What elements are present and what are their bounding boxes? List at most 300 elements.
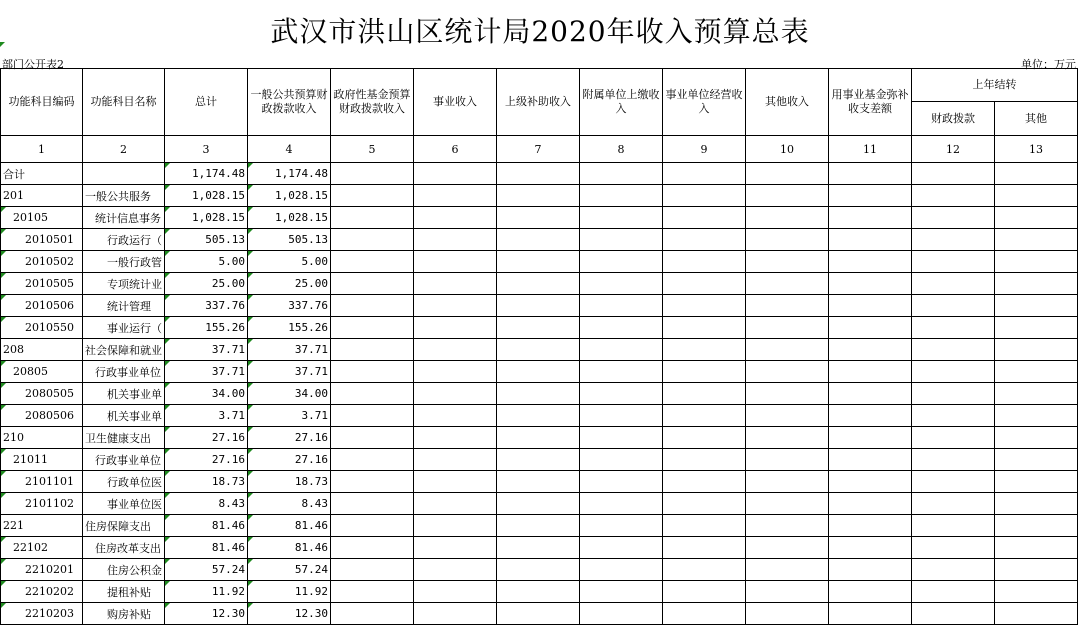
empty-cell (331, 559, 414, 581)
empty-cell (497, 471, 580, 493)
header-operating: 事业单位经营收入 (663, 69, 746, 136)
header-affiliated: 附属单位上缴收入 (580, 69, 663, 136)
row-name: 一般公共服务 (83, 185, 165, 207)
empty-cell (746, 493, 829, 515)
row-general-budget: 1,028.15 (248, 207, 331, 229)
empty-cell (829, 383, 912, 405)
empty-cell (829, 295, 912, 317)
empty-cell (912, 163, 995, 185)
row-general-budget: 37.71 (248, 339, 331, 361)
table-row (1, 361, 1078, 383)
row-code: 2010505 (1, 273, 83, 295)
empty-cell (331, 449, 414, 471)
empty-cell (414, 449, 497, 471)
row-total: 1,028.15 (165, 185, 248, 207)
empty-cell (912, 581, 995, 603)
row-total: 12.30 (165, 603, 248, 625)
empty-cell (663, 493, 746, 515)
empty-cell (995, 581, 1078, 603)
empty-cell (912, 295, 995, 317)
empty-cell (663, 449, 746, 471)
empty-cell (580, 295, 663, 317)
row-code: 2101102 (1, 493, 83, 515)
row-code: 210 (1, 427, 83, 449)
row-general-budget: 8.43 (248, 493, 331, 515)
row-code: 208 (1, 339, 83, 361)
empty-cell (414, 339, 497, 361)
empty-cell (580, 229, 663, 251)
empty-cell (912, 273, 995, 295)
empty-cell (995, 185, 1078, 207)
header-code: 功能科目编码 (1, 69, 83, 136)
empty-cell (746, 273, 829, 295)
empty-cell (995, 207, 1078, 229)
row-general-budget: 27.16 (248, 427, 331, 449)
row-total: 3.71 (165, 405, 248, 427)
empty-cell (497, 185, 580, 207)
empty-cell (995, 251, 1078, 273)
empty-cell (995, 339, 1078, 361)
table-row (1, 603, 1078, 625)
empty-cell (995, 471, 1078, 493)
empty-cell (829, 251, 912, 273)
empty-cell (497, 537, 580, 559)
empty-cell (580, 471, 663, 493)
row-code: 2210201 (1, 559, 83, 581)
table-row (1, 339, 1078, 361)
empty-cell (580, 185, 663, 207)
row-name: 一般行政管 (83, 251, 165, 273)
empty-cell (995, 229, 1078, 251)
empty-cell (829, 471, 912, 493)
empty-cell (746, 559, 829, 581)
header-other: 其他 (995, 102, 1078, 136)
empty-cell (663, 163, 746, 185)
empty-cell (580, 383, 663, 405)
empty-cell (414, 559, 497, 581)
page-title: 武汉市洪山区统计局2020年收入预算总表 (270, 15, 810, 48)
row-total: 37.71 (165, 339, 248, 361)
row-general-budget: 3.71 (248, 405, 331, 427)
row-code: 201 (1, 185, 83, 207)
table-row (1, 449, 1078, 471)
row-code: 20805 (1, 361, 83, 383)
empty-cell (663, 471, 746, 493)
row-name: 住房保障支出 (83, 515, 165, 537)
row-total: 81.46 (165, 537, 248, 559)
empty-cell (746, 581, 829, 603)
empty-cell (414, 207, 497, 229)
row-name: 行政单位医 (83, 471, 165, 493)
empty-cell (414, 185, 497, 207)
empty-cell (497, 229, 580, 251)
empty-cell (829, 449, 912, 471)
table-row (1, 493, 1078, 515)
empty-cell (331, 339, 414, 361)
row-name: 事业运行（ (83, 317, 165, 339)
row-total: 18.73 (165, 471, 248, 493)
table-row (1, 383, 1078, 405)
empty-cell (414, 295, 497, 317)
empty-cell (663, 603, 746, 625)
row-code: 2210202 (1, 581, 83, 603)
row-code: 2210203 (1, 603, 83, 625)
empty-cell (912, 515, 995, 537)
empty-cell (331, 317, 414, 339)
empty-cell (580, 449, 663, 471)
empty-cell (497, 493, 580, 515)
empty-cell (912, 251, 995, 273)
empty-cell (663, 207, 746, 229)
column-index-cell: 9 (663, 136, 746, 163)
empty-cell (414, 317, 497, 339)
row-total: 81.46 (165, 515, 248, 537)
row-total: 8.43 (165, 493, 248, 515)
row-name: 提租补贴 (83, 581, 165, 603)
column-index-cell: 3 (165, 136, 248, 163)
column-index-cell: 11 (829, 136, 912, 163)
empty-cell (414, 603, 497, 625)
empty-cell (829, 537, 912, 559)
table-row (1, 163, 1078, 185)
column-index-cell: 7 (497, 136, 580, 163)
empty-cell (497, 383, 580, 405)
empty-cell (912, 185, 995, 207)
column-index-cell: 12 (912, 136, 995, 163)
empty-cell (414, 581, 497, 603)
row-total: 34.00 (165, 383, 248, 405)
empty-cell (912, 361, 995, 383)
empty-cell (663, 361, 746, 383)
row-name: 行政事业单位 (83, 361, 165, 383)
table-row (1, 295, 1078, 317)
empty-cell (580, 207, 663, 229)
empty-cell (746, 295, 829, 317)
header-fiscal: 财政拨款 (912, 102, 995, 136)
header-superior-subsidy: 上级补助收入 (497, 69, 580, 136)
empty-cell (995, 603, 1078, 625)
empty-cell (414, 383, 497, 405)
column-index-cell: 10 (746, 136, 829, 163)
row-total: 11.92 (165, 581, 248, 603)
row-general-budget: 57.24 (248, 559, 331, 581)
empty-cell (746, 449, 829, 471)
row-general-budget: 337.76 (248, 295, 331, 317)
empty-cell (829, 581, 912, 603)
empty-cell (580, 515, 663, 537)
row-code: 2101101 (1, 471, 83, 493)
empty-cell (414, 537, 497, 559)
empty-cell (331, 383, 414, 405)
empty-cell (331, 405, 414, 427)
empty-cell (497, 251, 580, 273)
header-business: 事业收入 (414, 69, 497, 136)
empty-cell (331, 603, 414, 625)
row-code: 221 (1, 515, 83, 537)
empty-cell (746, 163, 829, 185)
header-gov-fund: 政府性基金预算财政拨款收入 (331, 69, 414, 136)
empty-cell (331, 163, 414, 185)
row-total: 155.26 (165, 317, 248, 339)
empty-cell (663, 581, 746, 603)
empty-cell (912, 471, 995, 493)
empty-cell (912, 229, 995, 251)
empty-cell (829, 339, 912, 361)
empty-cell (829, 229, 912, 251)
empty-cell (746, 207, 829, 229)
empty-cell (829, 515, 912, 537)
empty-cell (746, 185, 829, 207)
empty-cell (497, 163, 580, 185)
empty-cell (746, 405, 829, 427)
empty-cell (497, 559, 580, 581)
empty-cell (663, 559, 746, 581)
empty-cell (331, 295, 414, 317)
column-index-cell: 1 (1, 136, 83, 163)
empty-cell (995, 515, 1078, 537)
header-fund-cover: 用事业基金弥补收支差额 (829, 69, 912, 136)
empty-cell (995, 537, 1078, 559)
column-index-cell: 5 (331, 136, 414, 163)
row-name: 统计管理 (83, 295, 165, 317)
empty-cell (331, 471, 414, 493)
empty-cell (663, 339, 746, 361)
table-row (1, 251, 1078, 273)
empty-cell (497, 603, 580, 625)
row-name: 统计信息事务 (83, 207, 165, 229)
row-code: 2080505 (1, 383, 83, 405)
empty-cell (995, 295, 1078, 317)
empty-cell (580, 427, 663, 449)
column-index-cell: 4 (248, 136, 331, 163)
empty-cell (580, 361, 663, 383)
empty-cell (331, 427, 414, 449)
empty-cell (414, 471, 497, 493)
header-name: 功能科目名称 (83, 69, 165, 136)
header-general-budget: 一般公共预算财政拨款收入 (248, 69, 331, 136)
empty-cell (497, 449, 580, 471)
empty-cell (331, 229, 414, 251)
row-general-budget: 25.00 (248, 273, 331, 295)
empty-cell (995, 405, 1078, 427)
empty-cell (829, 163, 912, 185)
table-row (1, 581, 1078, 603)
empty-cell (414, 493, 497, 515)
row-general-budget: 34.00 (248, 383, 331, 405)
row-total: 57.24 (165, 559, 248, 581)
empty-cell (829, 493, 912, 515)
row-name: 机关事业单 (83, 383, 165, 405)
empty-cell (995, 273, 1078, 295)
table-body (1, 163, 1078, 625)
empty-cell (829, 559, 912, 581)
empty-cell (331, 207, 414, 229)
empty-cell (912, 427, 995, 449)
empty-cell (912, 405, 995, 427)
empty-cell (497, 361, 580, 383)
table-row (1, 515, 1078, 537)
empty-cell (414, 361, 497, 383)
empty-cell (663, 185, 746, 207)
empty-cell (331, 581, 414, 603)
empty-cell (746, 361, 829, 383)
empty-cell (995, 361, 1078, 383)
empty-cell (497, 339, 580, 361)
empty-cell (746, 339, 829, 361)
row-name: 行政运行（ (83, 229, 165, 251)
empty-cell (331, 185, 414, 207)
empty-cell (414, 229, 497, 251)
empty-cell (580, 537, 663, 559)
row-code: 20105 (1, 207, 83, 229)
empty-cell (331, 273, 414, 295)
empty-cell (912, 317, 995, 339)
empty-cell (497, 273, 580, 295)
row-code: 2010550 (1, 317, 83, 339)
empty-cell (663, 405, 746, 427)
row-general-budget: 155.26 (248, 317, 331, 339)
empty-cell (580, 339, 663, 361)
empty-cell (746, 317, 829, 339)
empty-cell (497, 207, 580, 229)
empty-cell (829, 207, 912, 229)
empty-cell (497, 581, 580, 603)
empty-cell (580, 317, 663, 339)
empty-cell (746, 603, 829, 625)
table-row (1, 185, 1078, 207)
column-index-row (1, 136, 1078, 163)
empty-cell (497, 317, 580, 339)
row-name: 事业单位医 (83, 493, 165, 515)
row-general-budget: 11.92 (248, 581, 331, 603)
row-total: 37.71 (165, 361, 248, 383)
empty-cell (663, 383, 746, 405)
empty-cell (746, 537, 829, 559)
cell-marker-icon (0, 42, 5, 47)
empty-cell (580, 251, 663, 273)
empty-cell (912, 339, 995, 361)
table-row (1, 537, 1078, 559)
empty-cell (331, 493, 414, 515)
empty-cell (912, 383, 995, 405)
table-row (1, 273, 1078, 295)
column-index-cell: 13 (995, 136, 1078, 163)
empty-cell (912, 537, 995, 559)
empty-cell (580, 493, 663, 515)
row-general-budget: 81.46 (248, 537, 331, 559)
table-number: 部门公开表2 (2, 58, 64, 71)
row-code: 2080506 (1, 405, 83, 427)
row-name: 行政事业单位 (83, 449, 165, 471)
budget-table (0, 68, 1078, 625)
table-row (1, 559, 1078, 581)
row-name: 机关事业单 (83, 405, 165, 427)
row-general-budget: 5.00 (248, 251, 331, 273)
table-row (1, 405, 1078, 427)
row-code: 2010501 (1, 229, 83, 251)
row-total: 25.00 (165, 273, 248, 295)
row-general-budget: 37.71 (248, 361, 331, 383)
header-other-income: 其他收入 (746, 69, 829, 136)
empty-cell (497, 427, 580, 449)
empty-cell (912, 603, 995, 625)
empty-cell (995, 163, 1078, 185)
row-general-budget: 1,028.15 (248, 185, 331, 207)
empty-cell (414, 273, 497, 295)
empty-cell (414, 427, 497, 449)
row-code: 2010506 (1, 295, 83, 317)
row-name (83, 163, 165, 185)
empty-cell (331, 515, 414, 537)
empty-cell (663, 273, 746, 295)
empty-cell (995, 383, 1078, 405)
row-name: 专项统计业 (83, 273, 165, 295)
empty-cell (912, 559, 995, 581)
header-carryover: 上年结转 (912, 69, 1078, 102)
row-name: 购房补贴 (83, 603, 165, 625)
table-row (1, 471, 1078, 493)
row-code: 2010502 (1, 251, 83, 273)
row-total: 5.00 (165, 251, 248, 273)
empty-cell (746, 251, 829, 273)
row-general-budget: 505.13 (248, 229, 331, 251)
row-code: 合计 (1, 163, 83, 185)
empty-cell (497, 295, 580, 317)
row-general-budget: 81.46 (248, 515, 331, 537)
empty-cell (829, 603, 912, 625)
empty-cell (995, 427, 1078, 449)
table-row (1, 207, 1078, 229)
row-name: 住房改革支出 (83, 537, 165, 559)
empty-cell (746, 471, 829, 493)
column-index-cell: 6 (414, 136, 497, 163)
row-total: 505.13 (165, 229, 248, 251)
empty-cell (331, 537, 414, 559)
empty-cell (663, 427, 746, 449)
empty-cell (663, 295, 746, 317)
empty-cell (829, 427, 912, 449)
empty-cell (746, 229, 829, 251)
row-general-budget: 27.16 (248, 449, 331, 471)
row-total: 27.16 (165, 449, 248, 471)
row-general-budget: 18.73 (248, 471, 331, 493)
empty-cell (995, 449, 1078, 471)
empty-cell (995, 493, 1078, 515)
empty-cell (829, 273, 912, 295)
row-name: 卫生健康支出 (83, 427, 165, 449)
empty-cell (331, 251, 414, 273)
empty-cell (912, 449, 995, 471)
empty-cell (746, 427, 829, 449)
empty-cell (663, 229, 746, 251)
empty-cell (829, 185, 912, 207)
empty-cell (414, 515, 497, 537)
empty-cell (580, 581, 663, 603)
empty-cell (829, 361, 912, 383)
column-index-cell: 2 (83, 136, 165, 163)
empty-cell (414, 251, 497, 273)
empty-cell (995, 559, 1078, 581)
empty-cell (497, 515, 580, 537)
empty-cell (580, 163, 663, 185)
table-row (1, 427, 1078, 449)
empty-cell (580, 603, 663, 625)
row-total: 1,028.15 (165, 207, 248, 229)
table-row (1, 317, 1078, 339)
row-total: 27.16 (165, 427, 248, 449)
empty-cell (414, 405, 497, 427)
row-general-budget: 1,174.48 (248, 163, 331, 185)
